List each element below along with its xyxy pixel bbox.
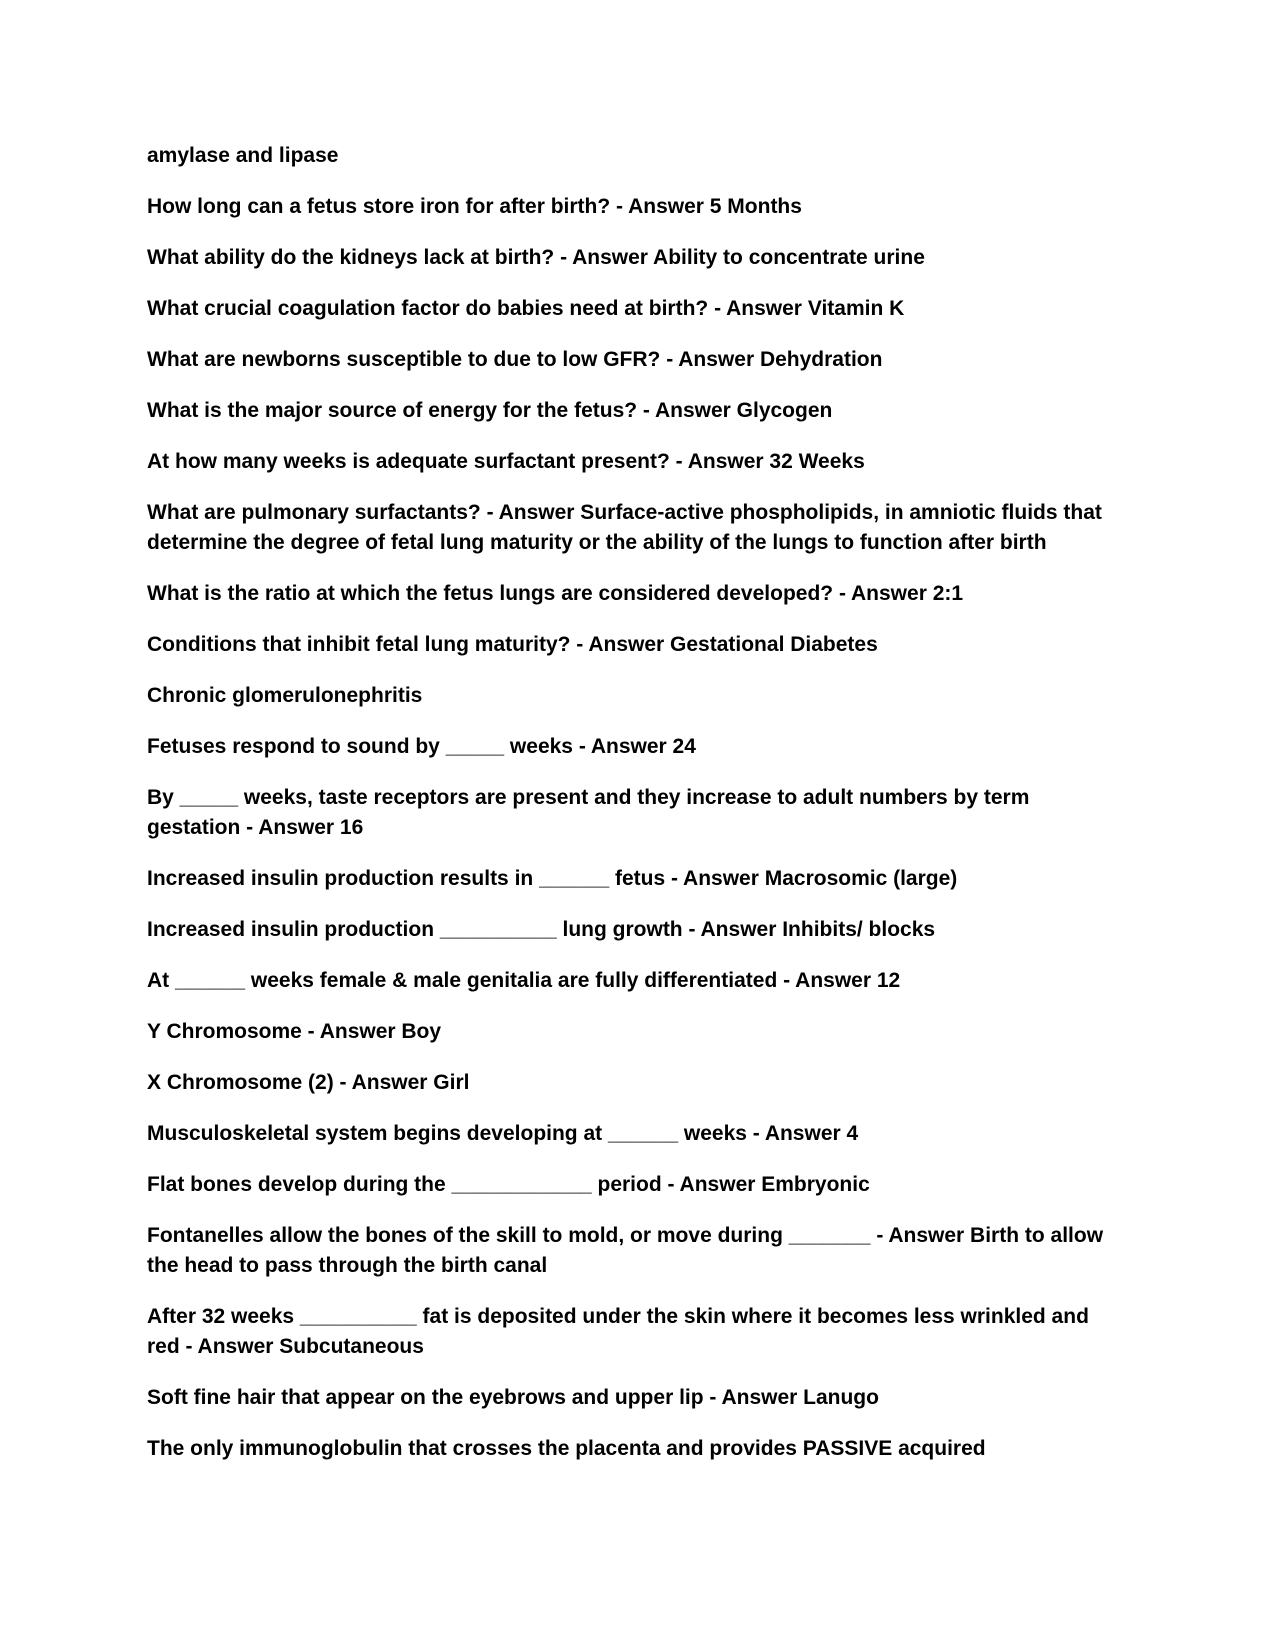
paragraph-genitalia: At ______ weeks female & male genitalia are fully differentiated - Answer 12 bbox=[147, 969, 901, 992]
paragraph-immunoglobulin: The only immunoglobulin that crosses the placenta and provides PASSIVE acquired bbox=[147, 1437, 986, 1460]
paragraph-energy-source: What is the major source of energy for the fetus? - Answer Glycogen bbox=[147, 399, 833, 422]
paragraph-insulin-fetus-size: Increased insulin production results in ______ fetus - Answer Macrosomic (large) bbox=[147, 867, 958, 890]
paragraph-glomerulonephritis: Chronic glomerulonephritis bbox=[147, 684, 423, 707]
paragraph-fontanelles: Fontanelles allow the bones of the skill to mold, or move during _______ - Answer Birth to allow the head to pass through the birth canal bbox=[147, 1224, 1104, 1277]
paragraph-low-gfr: What are newborns susceptible to due to low GFR? - Answer Dehydration bbox=[147, 348, 883, 371]
paragraph-pulmonary-surfactants: What are pulmonary surfactants? - Answer Surface-active phospholipids, in amniotic fluids that determine the degree of fetal lung maturity or the ability of the lungs to function after birth bbox=[147, 501, 1102, 554]
paragraph-y-chromosome: Y Chromosome - Answer Boy bbox=[147, 1020, 442, 1043]
paragraph-taste-receptors: By _____ weeks, taste receptors are present and they increase to adult numbers by term gestation - Answer 16 bbox=[147, 786, 1030, 839]
paragraph-insulin-lung-growth: Increased insulin production __________ lung growth - Answer Inhibits/ blocks bbox=[147, 918, 936, 941]
document-body bbox=[147, 141, 1127, 1485]
paragraph-subcutaneous-fat: After 32 weeks __________ fat is deposited under the skin where it becomes less wrinkled and red - Answer Subcutaneous bbox=[147, 1305, 1089, 1358]
paragraph-flat-bones: Flat bones develop during the ____________ period - Answer Embryonic bbox=[147, 1173, 870, 1196]
paragraph-amylase-lipase: amylase and lipase bbox=[147, 144, 339, 167]
paragraph-musculoskeletal: Musculoskeletal system begins developing at ______ weeks - Answer 4 bbox=[147, 1122, 859, 1145]
paragraph-sound-response: Fetuses respond to sound by _____ weeks - Answer 24 bbox=[147, 735, 696, 758]
paragraph-x-chromosome: X Chromosome (2) - Answer Girl bbox=[147, 1071, 470, 1094]
paragraph-surfactant-weeks: At how many weeks is adequate surfactant present? - Answer 32 Weeks bbox=[147, 450, 865, 473]
paragraph-inhibit-lung-maturity: Conditions that inhibit fetal lung maturity? - Answer Gestational Diabetes bbox=[147, 633, 878, 656]
paragraph-lanugo: Soft fine hair that appear on the eyebrows and upper lip - Answer Lanugo bbox=[147, 1386, 879, 1409]
paragraph-iron-storage: How long can a fetus store iron for after birth? - Answer 5 Months bbox=[147, 195, 802, 218]
paragraph-kidney-ability: What ability do the kidneys lack at birth? - Answer Ability to concentrate urine bbox=[147, 246, 925, 269]
paragraph-lung-ratio: What is the ratio at which the fetus lungs are considered developed? - Answer 2:1 bbox=[147, 582, 964, 605]
paragraph-coagulation-factor: What crucial coagulation factor do babies need at birth? - Answer Vitamin K bbox=[147, 297, 905, 320]
